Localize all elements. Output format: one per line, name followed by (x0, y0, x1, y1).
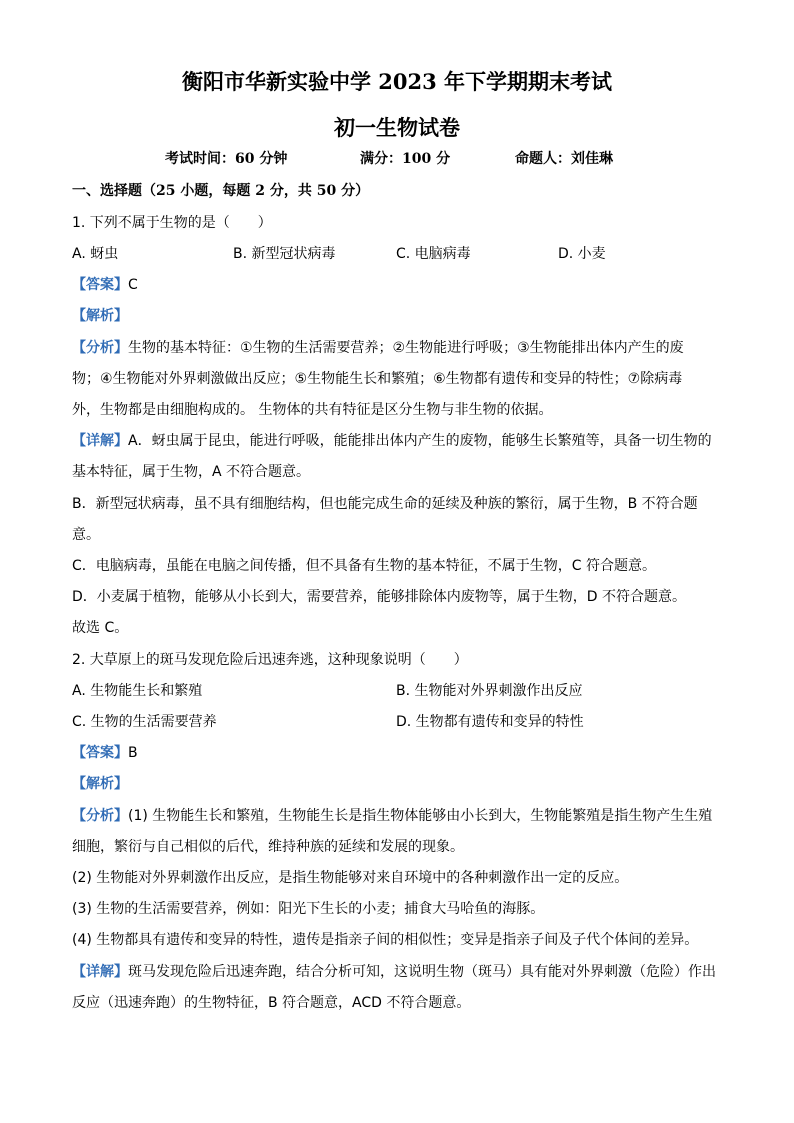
exam-title: 衡阳市华新实验中学 2023 年下学期期末考试 (181, 69, 613, 94)
section-heading: 一、选择题（25 小题，每题 2 分，共 50 分） (72, 183, 370, 199)
text: A．蚜虫属于昆虫，能进行呼吸，能能排出体内产生的废物，能够生长繁殖等，具备一切生物的 (128, 433, 712, 449)
q1-answer: C (128, 277, 138, 293)
q1-option-a: A. 蚜虫 (72, 246, 119, 262)
q1-fenxi-line-3: 外，生物都是由细胞构成的。 生物体的共有特征是区分生物与非生物的依据。 (72, 402, 553, 418)
xiangjie-tag: 【详解】 (72, 964, 128, 980)
q1-xiangjie-line-7: 故选 C。 (72, 620, 129, 636)
xiangjie-tag: 【详解】 (72, 433, 128, 449)
q1-option-d: D. 小麦 (558, 246, 606, 262)
q1-analysis-tag: 【解析】 (72, 308, 128, 324)
q2-option-d: D. 生物都有遗传和变异的特性 (396, 714, 584, 730)
text: (1) 生物能生长和繁殖，生物能生长是指生物体能够由小长到大，生物能繁殖是指生物产生生殖 (128, 808, 713, 824)
q1-answer-line (72, 275, 138, 295)
q2-fenxi-line-1 (72, 806, 712, 826)
question-1-stem: 1. 下列不属于生物的是（ ） (72, 215, 272, 231)
q2-answer-line (72, 743, 138, 763)
q2-xiangjie-line-2: 反应（迅速奔跑）的生物特征，B 符合题意，ACD 不符合题意。 (72, 995, 471, 1011)
q2-option-b: B. 生物能对外界刺激作出反应 (396, 683, 583, 699)
q2-fenxi-line-4: (3) 生物的生活需要营养，例如：阳光下生长的小麦；捕食大马哈鱼的海豚。 (72, 901, 545, 917)
exam-author: 命题人：刘佳琳 (515, 151, 613, 167)
q1-xiangjie-line-4: 意。 (72, 527, 100, 543)
answer-tag: 【答案】 (72, 277, 128, 293)
exam-time: 考试时间：60 分钟 (165, 151, 288, 167)
full-score: 满分：100 分 (360, 151, 451, 167)
q2-option-c: C. 生物的生活需要营养 (72, 714, 217, 730)
q1-xiangjie-line-5: C．电脑病毒，虽能在电脑之间传播，但不具备有生物的基本特征，不属于生物，C 符合题意。 (72, 558, 656, 574)
q1-xiangjie-line-6: D．小麦属于植物，能够从小长到大，需要营养，能够排除体内废物等，属于生物，D 不符合题意。 (72, 589, 687, 605)
text: 生物的基本特征：①生物的生活需要营养；②生物能进行呼吸；③生物能排出体内产生的废 (128, 340, 684, 356)
q1-option-c: C. 电脑病毒 (396, 246, 471, 262)
fenxi-tag: 【分析】 (72, 340, 128, 356)
q1-option-b: B. 新型冠状病毒 (233, 246, 336, 262)
q1-xiangjie-line-1 (72, 431, 712, 451)
fenxi-tag: 【分析】 (72, 808, 128, 824)
q2-fenxi-line-3: (2) 生物能对外界刺激作出反应，是指生物能够对来自环境中的各种刺激作出一定的反应。 (72, 870, 629, 886)
q2-answer: B (128, 745, 138, 761)
q2-analysis-tag: 【解析】 (72, 776, 128, 792)
q2-fenxi-line-5: (4) 生物都具有遗传和变异的特性，遗传是指亲子间的相似性；变异是指亲子间及子代个体间的差异。 (72, 932, 699, 948)
q1-fenxi-line-2: 物；④生物能对外界刺激做出反应；⑤生物能生长和繁殖；⑥生物都有遗传和变异的特性；⑦除病毒 (72, 371, 683, 387)
q1-xiangjie-line-2: 基本特征，属于生物，A 不符合题意。 (72, 464, 311, 480)
question-2-stem: 2. 大草原上的斑马发现危险后迅速奔逃，这种现象说明（ ） (72, 652, 468, 668)
exam-subtitle: 初一生物试卷 (334, 115, 460, 140)
q1-fenxi-line-1 (72, 338, 684, 358)
q2-option-a: A. 生物能生长和繁殖 (72, 683, 203, 699)
q2-xiangjie-line-1 (72, 962, 716, 982)
answer-tag: 【答案】 (72, 745, 128, 761)
q2-fenxi-line-2: 细胞，繁衍与自己相似的后代，维持种族的延续和发展的现象。 (72, 839, 464, 855)
q1-xiangjie-line-3: B．新型冠状病毒，虽不具有细胞结构，但也能完成生命的延续及种族的繁衍，属于生物，B 不符合题 (72, 496, 698, 512)
text: 斑马发现危险后迅速奔跑，结合分析可知，这说明生物（斑马）具有能对外界刺激（危险）作出 (128, 964, 716, 980)
